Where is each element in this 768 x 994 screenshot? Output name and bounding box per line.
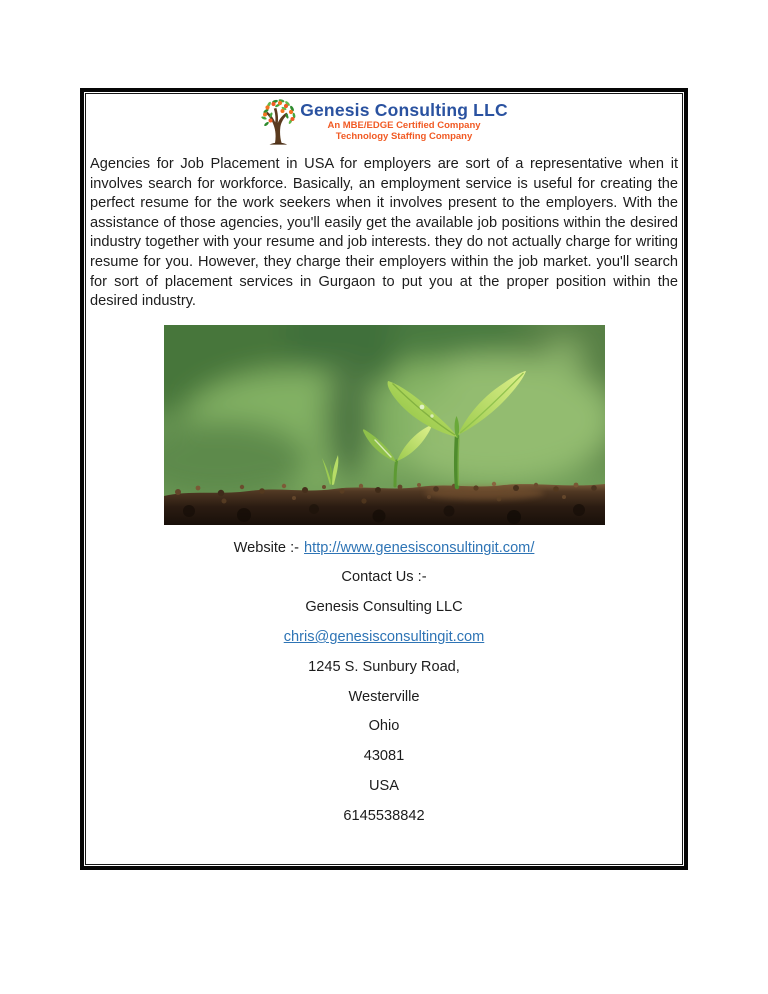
logo-company-name: Genesis Consulting LLC [300, 100, 508, 120]
website-link[interactable]: http://www.genesisconsultingit.com/ [304, 539, 535, 556]
logo-tagline-1: An MBE/EDGE Certified Company [327, 120, 481, 131]
tree-logo-icon [260, 98, 297, 145]
website-line [89, 533, 679, 563]
seedlings-photo [164, 325, 605, 525]
address-postal-code: 43081 [363, 748, 405, 765]
contact-company-name: Genesis Consulting LLC [305, 599, 463, 616]
article-paragraph: Agencies for Job Placement in USA for employers are sort of a representative when it involves search for workforce. Basically, an employment service is useful for creating the perfect resume for the work seekers when it involves present to the employers. With the assistance of those agencies, you'll easily get the available job positions within the desired industry together with your resume and job interests. they do not actually charge for writing resume for you. However, they charge their employers within the job market. you'll search for sort of placement services in Gurgaon to put you at the proper position within the desired industry. [90, 156, 678, 310]
company-logo [89, 98, 679, 146]
address-state: Ohio [368, 718, 400, 735]
email-line [89, 622, 679, 652]
address-country: USA [368, 778, 399, 795]
logo-tagline-2: Technology Staffing Company [335, 131, 473, 142]
website-label: Website :- [233, 539, 300, 556]
contact-section [89, 533, 679, 831]
logo-text-block [300, 98, 508, 142]
contact-phone: 6145538842 [343, 807, 425, 824]
email-link[interactable]: chris@genesisconsultingit.com [283, 629, 485, 646]
contact-us-heading: Contact Us :- [341, 569, 427, 586]
page-frame-inner [85, 93, 683, 865]
address-street: 1245 S. Sunbury Road, [308, 658, 460, 675]
page-frame [80, 88, 688, 870]
address-city: Westerville [348, 688, 420, 705]
